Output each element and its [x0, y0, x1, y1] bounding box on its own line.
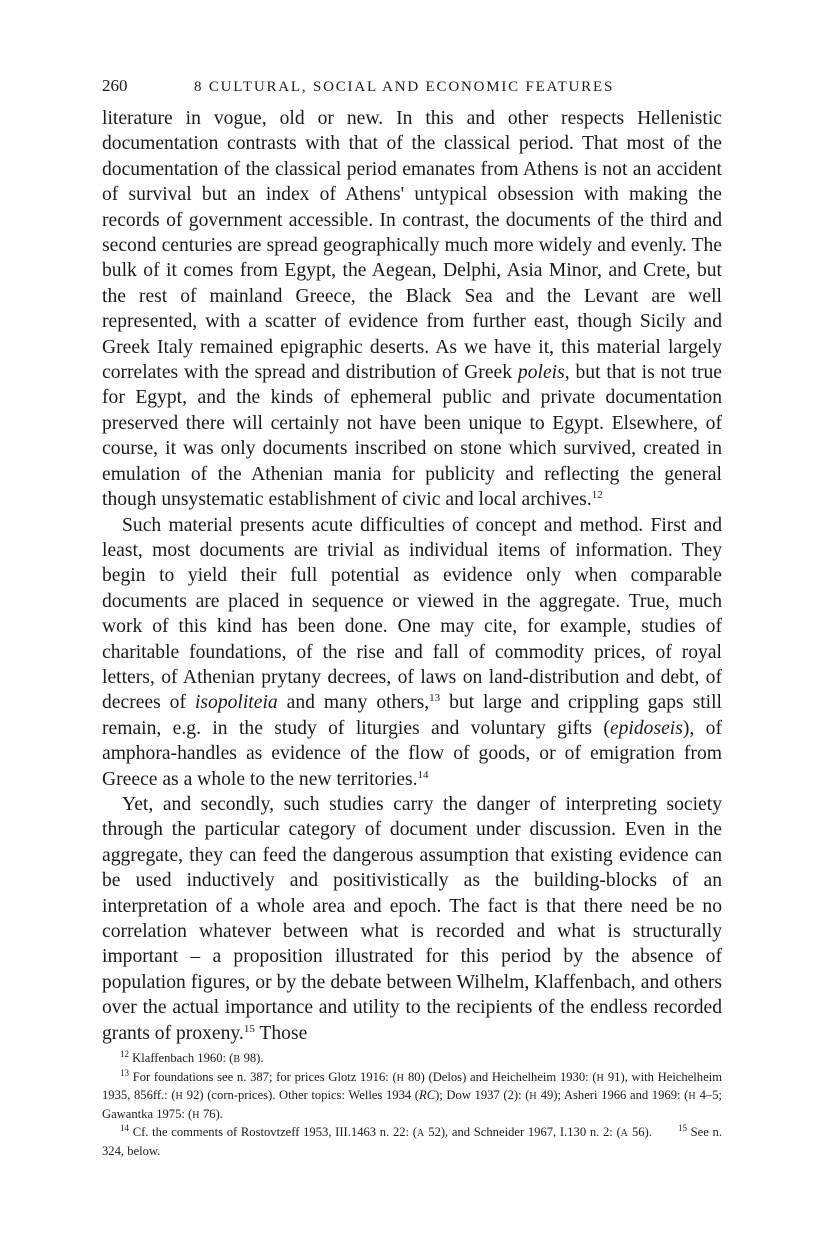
- text-run: 76).: [199, 1106, 223, 1121]
- note-reference: 13: [120, 1067, 129, 1078]
- note-reference: 15: [243, 1022, 255, 1035]
- footnote: [102, 1050, 722, 1069]
- text-run: 92) (corn-prices). Other topics: Welles 1934 (: [183, 1088, 419, 1103]
- italic-term: epidoseis: [609, 717, 683, 739]
- small-caps-code: H: [396, 1072, 405, 1084]
- text-run: 91), with Heichelheim 1935, 856ff.: (: [102, 1069, 722, 1103]
- note-reference: 14: [120, 1123, 129, 1134]
- footnote: [102, 1069, 722, 1125]
- note-reference: 13: [429, 692, 441, 705]
- footnotes: [102, 1050, 722, 1161]
- text-run: 49); Asheri 1966 and 1969: (: [537, 1088, 689, 1103]
- text-run: 80) (Delos) and Heichelheim 1930: (: [404, 1069, 597, 1084]
- italic-term: RC: [419, 1088, 436, 1103]
- small-caps-code: H: [192, 1109, 200, 1121]
- text-run: but large and crippling gaps still remain, e.g. in the study of liturgies and voluntary gifts (: [102, 692, 722, 739]
- text-run: Cf. the comments of Rostovtzeff 1953, III.1463 n. 22: (: [129, 1125, 417, 1140]
- text-run: and many others,: [277, 692, 430, 714]
- italic-term: isopoliteia: [194, 692, 278, 714]
- text-run: ), of amphora-handles as evidence of the flow of goods, or of emigration from Greece as a whole to the new territories.: [102, 717, 722, 790]
- text-run: See n. 324, below.: [102, 1125, 722, 1158]
- text-run: 98).: [240, 1051, 264, 1066]
- page-number: 260: [102, 76, 128, 95]
- small-caps-code: A: [416, 1128, 425, 1140]
- small-caps-code: H: [175, 1091, 184, 1103]
- note-reference: 15: [677, 1123, 687, 1134]
- small-caps-code: B: [233, 1054, 241, 1066]
- footnote: [102, 1124, 722, 1160]
- text-run: Yet, and secondly, such studies carry the danger of interpreting society through the particular category of document under discussion. Even in the aggregate, they can feed the dangerous assumption that existing evidence can be used inductively and positivistically as the building-blocks of an interpretation of a whole area and epoch. The fact is that there need be no correlation whatever between what is recorded and what is structurally important – a proposition illustrated for this period by the absence of population figures, or by the debate between Wilhelm, Klaffenbach, and others over the actual importance and utility to the recipients of the endless recorded grants of proxeny.: [102, 793, 722, 1044]
- text-run: literature in vogue, old or new. In this and other respects Hellenistic documentation contrasts with that of the classical period. That most of the documentation of the classical period emanates from Athens is not an accident of survival but an index of Athens' untypical obsession with making the records of government accessible. In contrast, the documents of the third and second centuries are spread geographically much more widely and evenly. The bulk of it comes from Egypt, the Aegean, Delphi, Asia Minor, and Crete, but the rest of mainland Greece, the Black Sea and the Levant are well represented, with a scatter of evidence from further east, though Sicily and Greek Italy remained epigraphic deserts. As we have it, this material largely correlates with the spread and distribution of Greek: [102, 108, 722, 384]
- chapter-title: 8 CULTURAL, SOCIAL AND ECONOMIC FEATURES: [194, 79, 615, 95]
- paragraph: [102, 106, 722, 513]
- text-run: ); Dow 1937 (2): (: [435, 1088, 530, 1103]
- text-run: Klaffenbach 1960: (: [129, 1051, 234, 1066]
- paragraph: [102, 513, 722, 792]
- running-head: [102, 76, 722, 102]
- text-run: 4–5; Gawantka 1975: (: [102, 1088, 723, 1121]
- note-reference: 14: [417, 768, 429, 781]
- text-run: For foundations see n. 387; for prices Glotz 1916: (: [129, 1069, 397, 1084]
- small-caps-code: H: [688, 1091, 696, 1103]
- text-run: , but that is not true for Egypt, and the kinds of ephemeral public and private documentation preserved there will certainly not have been unique to Egypt. Elsewhere, of course, it was only documents inscribed on stone which survived, created in emulation of the Athenian mania for publicity and reflecting the general though unsystematic establishment of civic and local archives.: [102, 362, 722, 511]
- text-run: Those: [254, 1022, 308, 1044]
- small-caps-code: A: [620, 1128, 629, 1140]
- text-run: 56).: [628, 1125, 652, 1140]
- text-run: 52), and Schneider 1967, I.130 n. 2: (: [424, 1125, 621, 1140]
- small-caps-code: H: [529, 1091, 538, 1103]
- book-page: [102, 76, 722, 1161]
- italic-term: poleis: [517, 362, 565, 384]
- note-reference: 12: [120, 1049, 129, 1060]
- paragraph: [102, 792, 722, 1046]
- text-run: Such material presents acute difficulties of concept and method. First and least, most documents are trivial as individual items of information. They begin to yield their full potential as evidence only when comparable documents are placed in sequence or viewed in the aggregate. True, much work of this kind has been done. One may cite, for example, studies of charitable foundations, of the rise and fall of commodity prices, of royal letters, of Athenian prytany decrees, of laws on land-distribution and debt, of decrees of: [102, 514, 722, 714]
- body-text: [102, 106, 722, 1046]
- small-caps-code: H: [596, 1072, 605, 1084]
- note-reference: 12: [591, 489, 603, 502]
